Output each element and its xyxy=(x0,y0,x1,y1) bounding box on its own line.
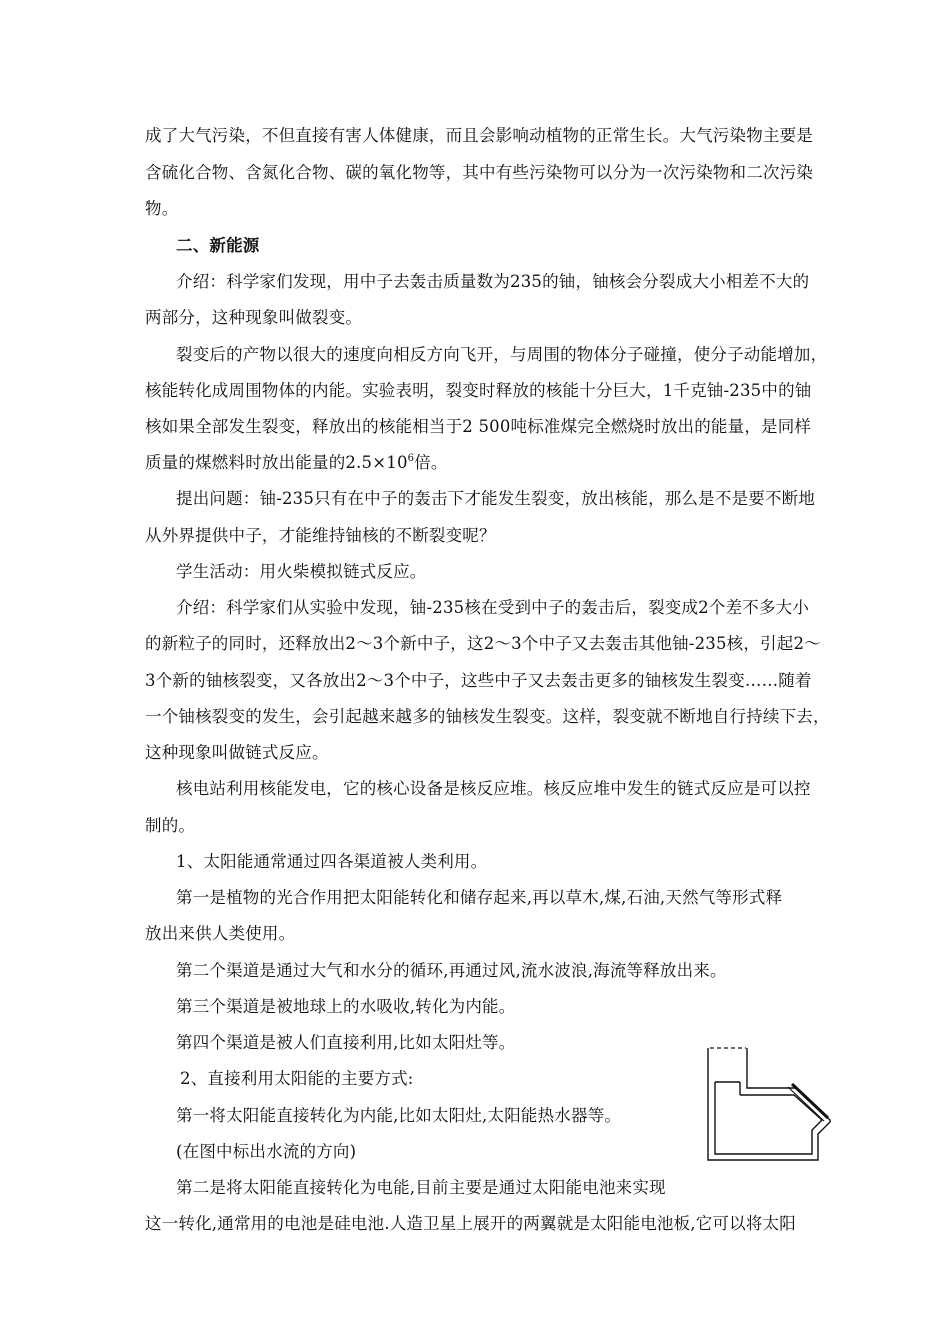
text-run: 倍。 xyxy=(414,453,448,472)
paragraph-line: (在图中标出水流的方向) xyxy=(176,1142,357,1161)
superscript-exponent: 6 xyxy=(407,453,415,464)
paragraph-line: 这一转化,通常用的电池是硅电池.人造卫星上展开的两翼就是太阳能电池板,它可以将太阳 xyxy=(145,1214,796,1233)
paragraph-line: 这种现象叫做链式反应。 xyxy=(145,743,329,762)
paragraph-line: 核电站利用核能发电，它的核心设备是核反应堆。核反应堆中发生的链式反应是可以控 xyxy=(176,779,811,798)
paragraph-line: 两部分，这种现象叫做裂变。 xyxy=(145,308,363,327)
list-item: 2、直接利用太阳能的主要方式: xyxy=(180,1069,414,1088)
paragraph-line: 物。 xyxy=(145,199,179,218)
paragraph-line: 第二是将太阳能直接转化为电能,目前主要是通过太阳能电池来实现 xyxy=(176,1178,666,1197)
section-heading: 二、新能源 xyxy=(176,236,260,255)
paragraph-line: 从外界提供中子，才能维持铀核的不断裂变呢？ xyxy=(145,526,496,545)
paragraph-line: 第一是植物的光合作用把太阳能转化和储存起来,再以草木,煤,石油,天然气等形式释 xyxy=(176,888,783,907)
paragraph-line: 介绍：科学家们从实验中发现，铀-235核在受到中子的轰击后，裂变成2个差不多大小 xyxy=(176,598,810,617)
paragraph-line: 含硫化合物、含氮化合物、碳的氧化物等，其中有些污染物可以分为一次污染物和二次污染 xyxy=(145,163,813,182)
paragraph-line: 学生活动：用火柴模拟链式反应。 xyxy=(176,562,427,581)
paragraph-line: 介绍：科学家们发现，用中子去轰击质量数为235的铀，铀核会分裂成大小相差不大的 xyxy=(176,272,810,291)
paragraph-line: 核能转化成周围物体的内能。实验表明，裂变时释放的核能十分巨大，1千克铀-235中的铀 xyxy=(145,381,812,400)
list-item: 1、太阳能通常通过四各渠道被人类利用。 xyxy=(176,852,488,871)
text-run: 质量的煤燃料时放出能量的2.5×10 xyxy=(145,453,408,472)
paragraph-line xyxy=(145,453,448,473)
paragraph-line: 提出问题：铀-235只有在中子的轰击下才能发生裂变，放出核能，那么是不是要不断地 xyxy=(176,489,816,508)
paragraph-line: 放出来供人类使用。 xyxy=(145,924,296,943)
paragraph-line: 裂变后的产物以很大的速度向相反方向飞开，与周围的物体分子碰撞，使分子动能增加， xyxy=(176,345,828,364)
paragraph-line: 3个新的铀核裂变，又各放出2～3个中子，这些中子又去轰击更多的铀核发生裂变……随着 xyxy=(145,671,812,690)
paragraph-line: 一个铀核裂变的发生，会引起越来越多的铀核发生裂变。这样，裂变就不断地自行持续下去， xyxy=(145,707,830,726)
paragraph-line: 第四个渠道是被人们直接利用,比如太阳灶等。 xyxy=(176,1033,516,1052)
paragraph-line: 的新粒子的同时，还释放出2～3个新中子，这2～3个中子又去轰击其他铀-235核，引起2～ xyxy=(145,634,821,653)
paragraph-line: 制的。 xyxy=(145,816,196,835)
paragraph-line: 核如果全部发生裂变，释放出的核能相当于2 500吨标准煤完全燃烧时放出的能量，是同样 xyxy=(145,417,812,436)
paragraph-line: 第一将太阳能直接转化为内能,比如太阳灶,太阳能热水器等。 xyxy=(176,1106,622,1125)
paragraph-line: 第三个渠道是被地球上的水吸收,转化为内能。 xyxy=(176,997,516,1016)
solar-water-heater-diagram xyxy=(700,1040,840,1170)
paragraph-line: 成了大气污染，不但直接有害人体健康，而且会影响动植物的正常生长。大气污染物主要是 xyxy=(145,126,813,145)
paragraph-line: 第二个渠道是通过大气和水分的循环,再通过风,流水波浪,海流等释放出来。 xyxy=(176,961,727,980)
